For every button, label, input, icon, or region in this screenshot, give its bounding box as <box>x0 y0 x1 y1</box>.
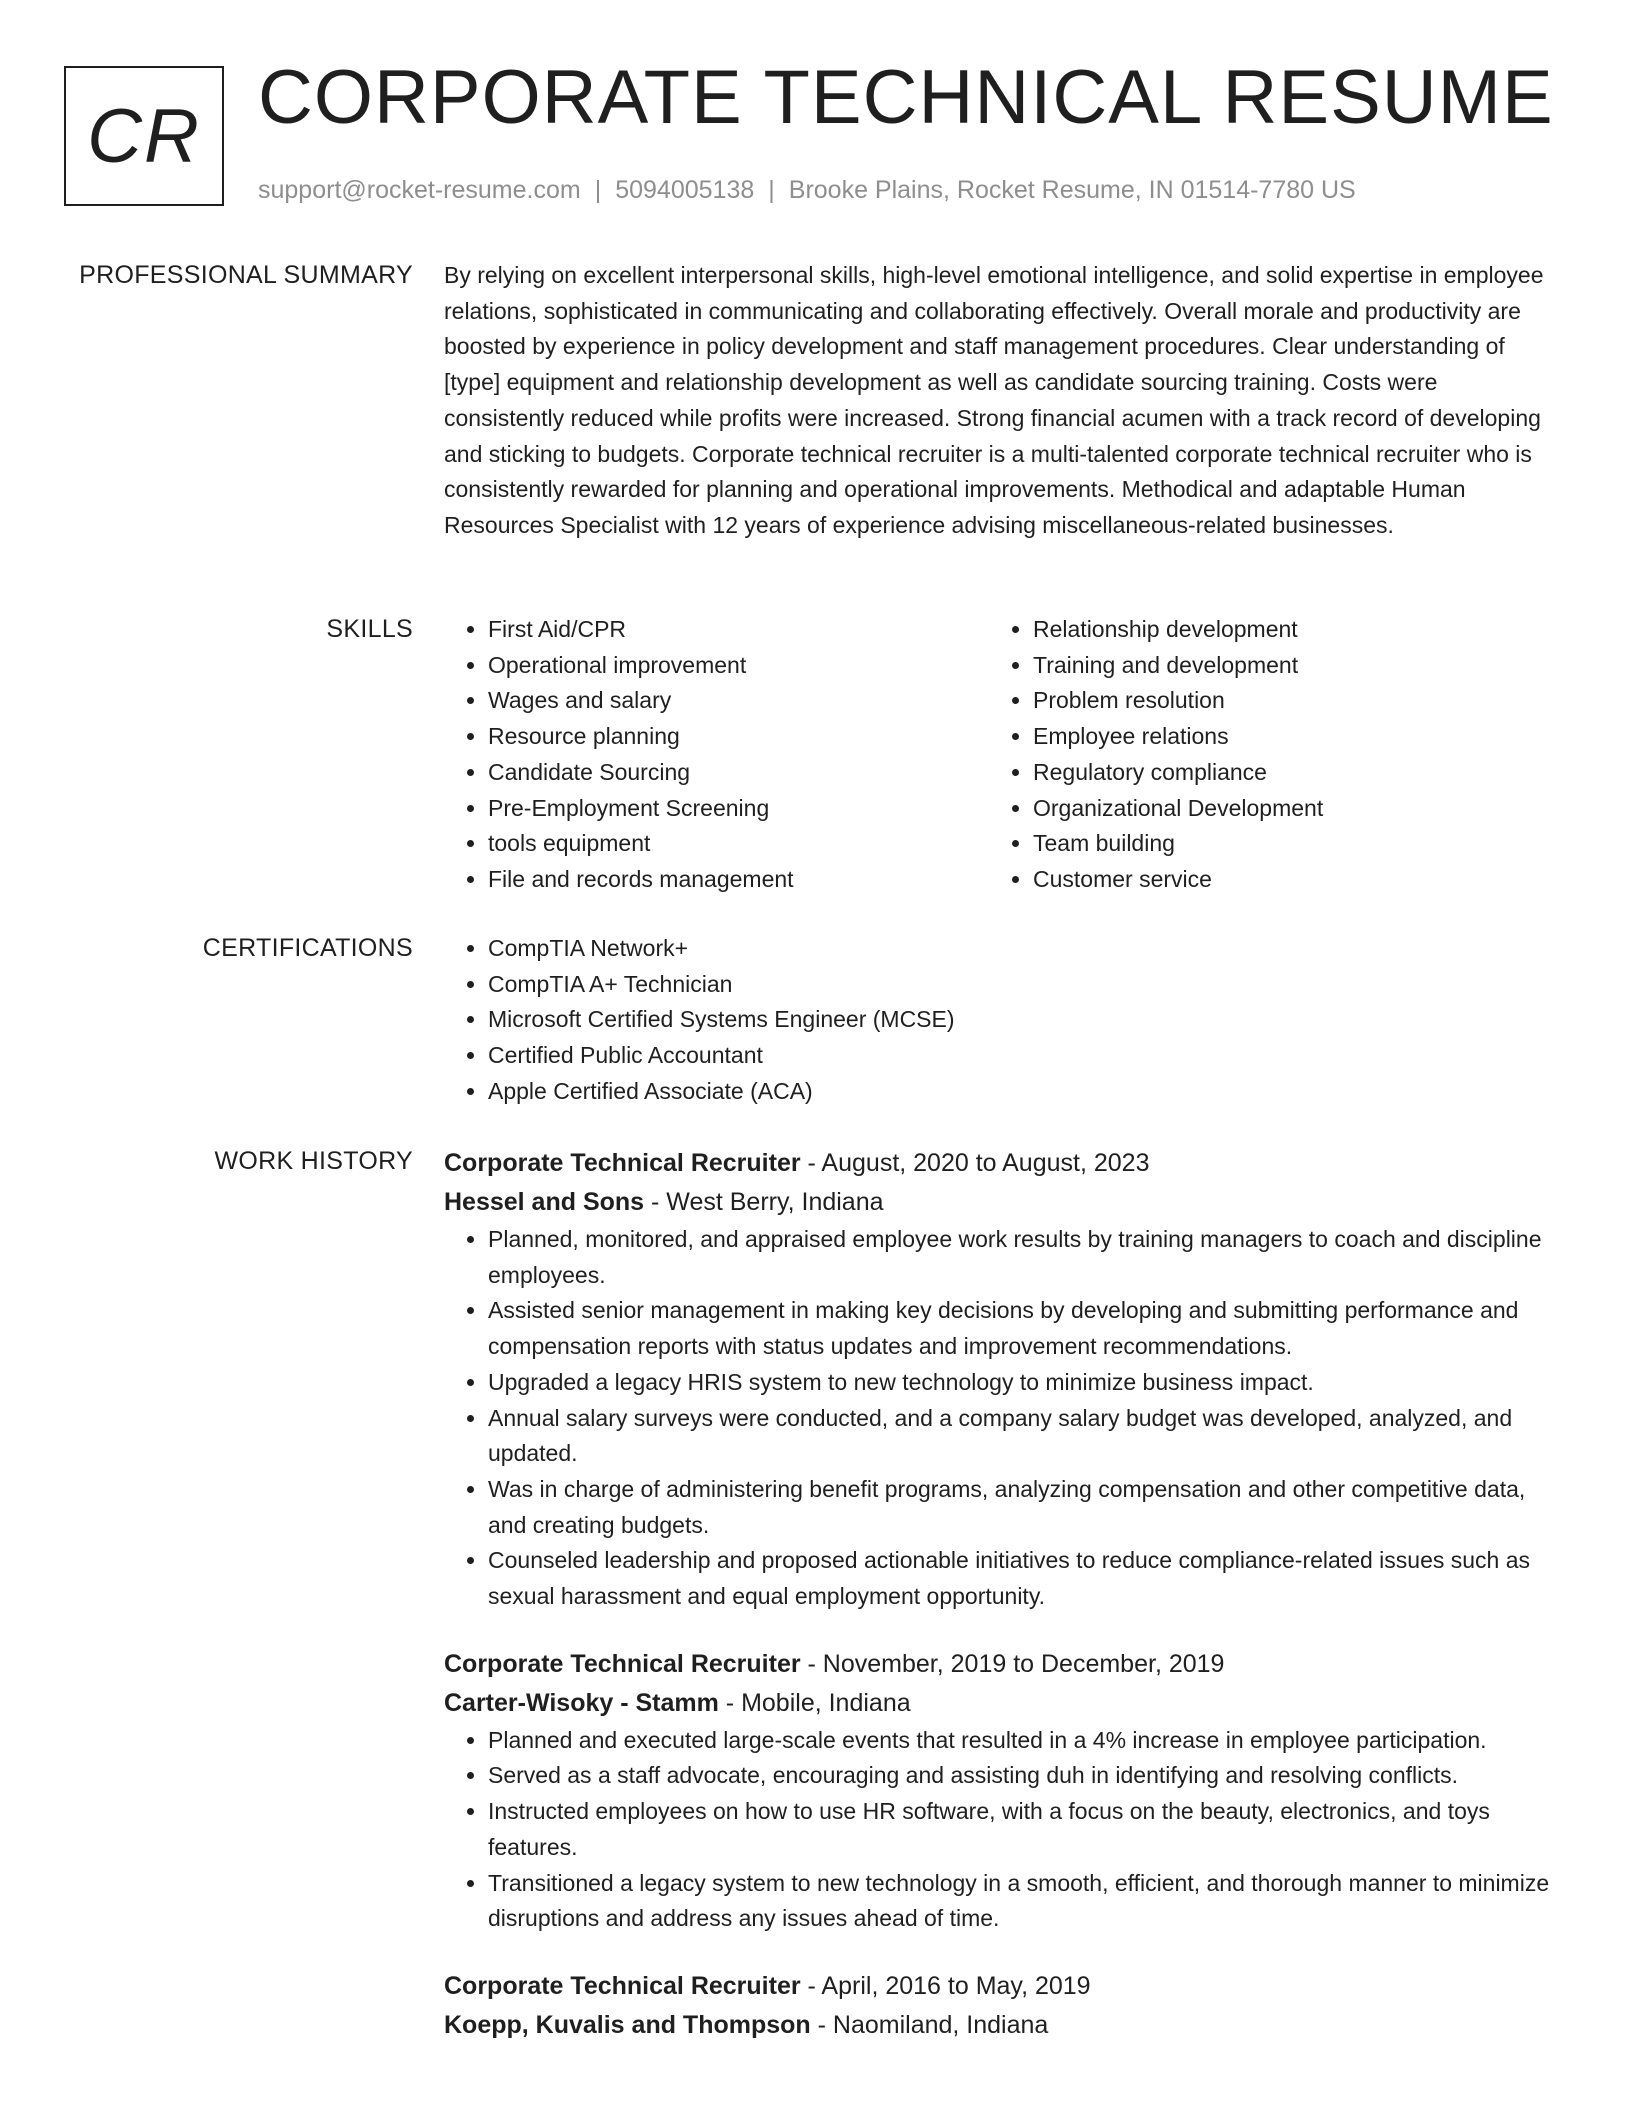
job-role-line <box>444 1967 1556 2006</box>
job-bullet: • Instructed employees on how to use HR software, with a focus on the beauty, electronics, and toys features. <box>488 1794 1556 1865</box>
certification-item: • Apple Certified Associate (ACA) <box>488 1074 1556 1110</box>
job-bullet: • Annual salary surveys were conducted, and a company salary budget was developed, analyzed, and updated. <box>488 1401 1556 1472</box>
contact-phone[interactable]: 5094005138 <box>615 176 755 204</box>
contact-address: Brooke Plains, Rocket Resume, IN 01514-7780 US <box>788 176 1356 204</box>
skill-item: • Training and development <box>1033 648 1534 684</box>
skill-item: • Employee relations <box>1033 719 1534 755</box>
job-company: Koepp, Kuvalis and Thompson <box>444 2010 811 2039</box>
monogram-logo: CR <box>64 66 224 206</box>
skill-item: • Pre-Employment Screening <box>488 791 989 827</box>
job-entry <box>444 1144 1556 1615</box>
job-dates: - August, 2020 to August, 2023 <box>800 1149 1150 1177</box>
work-history-body <box>444 1144 1556 2045</box>
certification-item: • Certified Public Accountant <box>488 1038 1556 1074</box>
skills-body <box>444 612 1556 898</box>
job-bullet: • Planned, monitored, and appraised employee work results by training managers to coach and discipline employees. <box>488 1222 1556 1293</box>
section-title-summary: PROFESSIONAL SUMMARY <box>79 261 413 289</box>
job-entry <box>444 1967 1556 2045</box>
contact-line <box>258 174 1356 206</box>
job-company: Carter-Wisoky - Stamm <box>444 1688 719 1717</box>
job-location: - Naomiland, Indiana <box>810 2010 1049 2039</box>
skills-column-left <box>444 612 989 898</box>
job-role-line <box>444 1144 1556 1183</box>
section-title-certifications: CERTIFICATIONS <box>202 934 413 962</box>
contact-separator: | <box>594 176 602 204</box>
job-dates: - April, 2016 to May, 2019 <box>800 1971 1091 2000</box>
certifications-body <box>444 931 1556 1110</box>
job-bullet: • Upgraded a legacy HRIS system to new technology to minimize business impact. <box>488 1365 1556 1401</box>
skills-column-right <box>989 612 1534 898</box>
job-role: Corporate Technical Recruiter <box>444 1649 801 1678</box>
job-role: Corporate Technical Recruiter <box>444 1149 801 1177</box>
job-role: Corporate Technical Recruiter <box>444 1971 801 2000</box>
skill-item: • tools equipment <box>488 826 989 862</box>
section-title-skills: SKILLS <box>326 615 413 643</box>
skill-item: • Candidate Sourcing <box>488 755 989 791</box>
skill-item: • Customer service <box>1033 862 1534 898</box>
section-title-work-history: WORK HISTORY <box>214 1147 413 1175</box>
job-company-line <box>444 1183 1556 1222</box>
job-location: - West Berry, Indiana <box>644 1188 884 1216</box>
job-location: - Mobile, Indiana <box>718 1688 911 1717</box>
skill-item: • Relationship development <box>1033 612 1534 648</box>
skill-item: • First Aid/CPR <box>488 612 989 648</box>
contact-separator: | <box>768 176 775 204</box>
job-role-line <box>444 1645 1556 1684</box>
job-bullet: • Planned and executed large-scale events that resulted in a 4% increase in employee participation. <box>488 1723 1556 1759</box>
certification-item: • CompTIA A+ Technician <box>488 967 1556 1003</box>
skill-item: • Problem resolution <box>1033 683 1534 719</box>
resume-title: CORPORATE TECHNICAL RESUME <box>258 55 1554 140</box>
summary-body <box>444 258 1556 544</box>
skill-item: • Organizational Development <box>1033 791 1534 827</box>
summary-text: By relying on excellent interpersonal skills, high-level emotional intelligence, and solid expertise in employee relations, sophisticated in communicating and collaborating effectively. Overall morale and productivity are boosted by experience in policy development and staff management procedures. Clear understanding of [type] equipment and relationship development as well as candidate sourcing training. Costs were consistently reduced while profits were increased. Strong financial acumen with a track record of developing and sticking to budgets. Corporate technical recruiter is a multi-talented corporate technical recruiter who is consistently rewarded for planning and operational improvements. Methodical and adaptable Human Resources Specialist with 12 years of experience advising miscellaneous-related businesses. <box>444 262 1544 538</box>
job-bullet: • Counseled leadership and proposed actionable initiatives to reduce compliance-related issues such as sexual harassment and equal employment opportunity. <box>488 1543 1556 1614</box>
job-entry <box>444 1645 1556 1937</box>
skill-item: • Resource planning <box>488 719 989 755</box>
skill-item: • Wages and salary <box>488 683 989 719</box>
certification-item: • CompTIA Network+ <box>488 931 1556 967</box>
skill-item: • File and records management <box>488 862 989 898</box>
skill-item: • Team building <box>1033 826 1534 862</box>
job-company: Hessel and Sons <box>444 1188 645 1216</box>
job-bullet: • Was in charge of administering benefit programs, analyzing compensation and other competitive data, and creating budgets. <box>488 1472 1556 1543</box>
job-bullet: • Transitioned a legacy system to new technology in a smooth, efficient, and thorough manner to minimize disruptions and address any issues ahead of time. <box>488 1866 1556 1937</box>
job-company-line <box>444 2006 1556 2045</box>
job-bullet: • Assisted senior management in making key decisions by developing and submitting performance and compensation reports with status updates and improvement recommendations. <box>488 1293 1556 1364</box>
job-bullet: • Served as a staff advocate, encouraging and assisting duh in identifying and resolving conflicts. <box>488 1758 1556 1794</box>
certification-item: • Microsoft Certified Systems Engineer (MCSE) <box>488 1002 1556 1038</box>
skill-item: • Regulatory compliance <box>1033 755 1534 791</box>
skill-item: • Operational improvement <box>488 648 989 684</box>
job-dates: - November, 2019 to December, 2019 <box>800 1649 1225 1678</box>
job-company-line <box>444 1684 1556 1723</box>
contact-email[interactable]: support@rocket-resume.com <box>258 176 581 204</box>
